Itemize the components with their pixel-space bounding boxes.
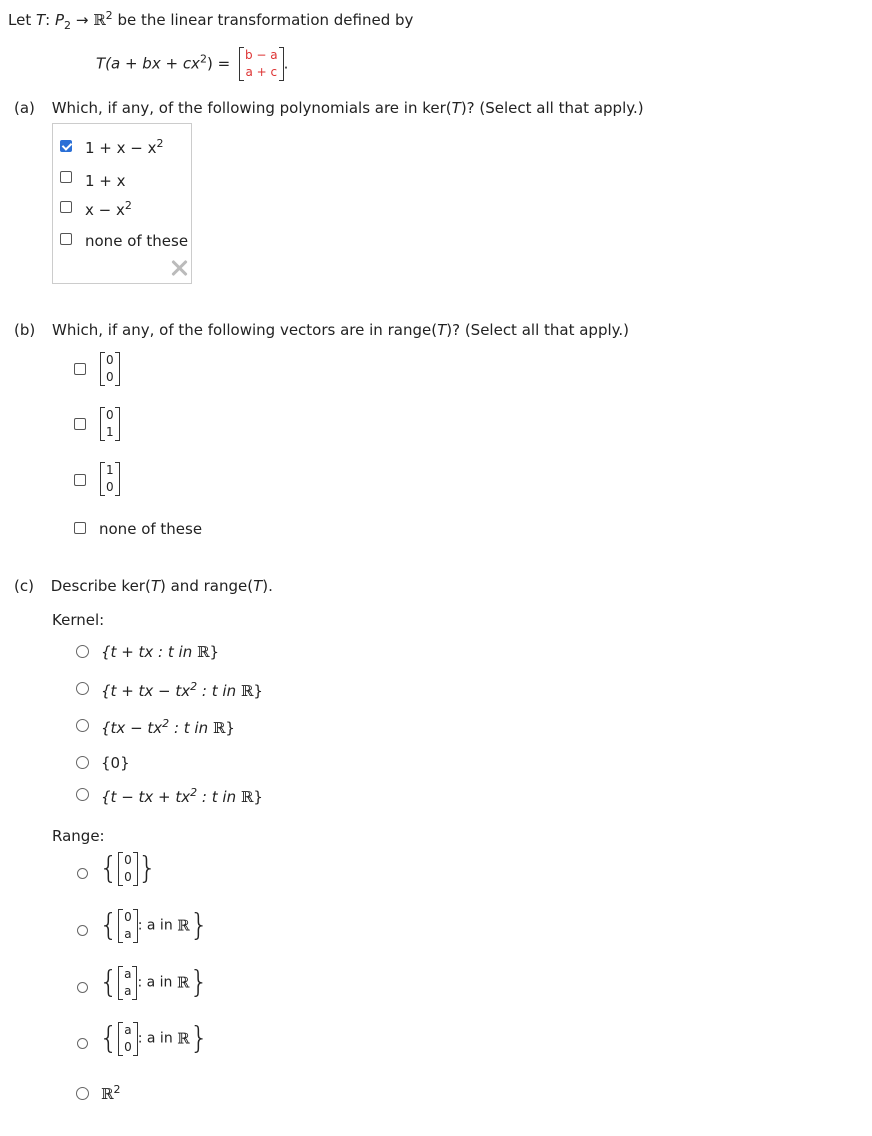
range-option-0-bottom: 0	[124, 869, 132, 884]
arrow-icon: →	[75, 11, 89, 29]
formula-top: b − a	[244, 48, 278, 62]
formula-period: .	[283, 54, 289, 73]
kernel-option-1-post: }	[253, 682, 263, 700]
formula	[96, 47, 288, 81]
range-option-2-R: ℝ	[176, 973, 190, 992]
range-option-3[interactable]	[99, 1021, 209, 1056]
intro-T: T	[35, 11, 46, 29]
range-option-2-top: a	[124, 966, 132, 981]
part-b-vector-2-bottom: 0	[106, 480, 114, 494]
formula-bottom: a + c	[245, 65, 278, 79]
part-a-option-1-text: 1 + x	[85, 172, 126, 190]
part-b-checkbox-none[interactable]	[74, 522, 86, 534]
range-option-3-bottom: 0	[124, 1039, 132, 1054]
kernel-radio-0[interactable]	[76, 645, 89, 658]
range-option-2-bottom: a	[124, 983, 132, 998]
part-b-label: (b)	[14, 321, 36, 339]
part-c-T1: T	[150, 577, 160, 595]
range-option-3-open: {	[99, 1021, 119, 1056]
kernel-option-2-post: }	[225, 719, 235, 737]
range-radio-4[interactable]	[76, 1087, 89, 1100]
incorrect-x-icon	[170, 259, 188, 277]
part-a-label: (a)	[14, 99, 35, 117]
part-b-question	[14, 321, 629, 339]
part-b-checkbox-0[interactable]	[74, 363, 86, 375]
range-option-0-close: }	[137, 851, 157, 886]
part-b-vector-2-top: 1	[106, 463, 114, 477]
part-a-pre: Which, if any, of the following polynomials are in ker(	[51, 99, 452, 117]
kernel-option-4-mid: : t in	[197, 788, 241, 806]
intro-text: be the linear transformation defined by	[117, 11, 414, 29]
kernel-option-0-post: }	[209, 643, 219, 661]
part-a-option-3[interactable]	[85, 232, 188, 250]
part-b-checkbox-1[interactable]	[74, 418, 86, 430]
range-option-3-top: a	[124, 1022, 132, 1037]
part-b-post: )? (Select all that apply.)	[446, 321, 629, 339]
part-a-option-0-text: 1 + x − x	[85, 139, 157, 157]
part-a-option-2-text: x − x	[85, 201, 125, 219]
kernel-option-0[interactable]	[101, 643, 219, 661]
part-c-question	[14, 577, 273, 595]
part-b-vector-0-top: 0	[106, 353, 114, 367]
formula-lhs: T(a + bx + cx	[96, 54, 200, 73]
kernel-radio-4[interactable]	[76, 788, 89, 801]
part-b-T: T	[437, 321, 447, 339]
part-a-checkbox-1[interactable]	[60, 171, 72, 183]
part-c-mid: ) and range(	[160, 577, 254, 595]
range-option-4-R: ℝ	[101, 1085, 114, 1103]
kernel-option-4-R: ℝ	[240, 788, 254, 806]
kernel-option-2-R: ℝ	[212, 719, 226, 737]
kernel-option-4-pre: {t − tx + tx	[101, 788, 191, 806]
range-option-1[interactable]	[99, 908, 209, 943]
intro-sup: 2	[105, 9, 113, 22]
intro-sub: 2	[64, 19, 72, 32]
part-b-vector-1[interactable]	[100, 407, 120, 441]
kernel-option-1[interactable]	[101, 680, 263, 700]
kernel-option-0-R: ℝ	[196, 643, 210, 661]
part-b-pre: Which, if any, of the following vectors are in range(	[52, 321, 438, 339]
part-a-post: )? (Select all that apply.)	[460, 99, 644, 117]
intro-R: ℝ	[93, 11, 106, 29]
kernel-option-4-post: }	[253, 788, 263, 806]
part-a-option-1[interactable]	[85, 172, 126, 190]
range-option-4[interactable]	[101, 1083, 120, 1103]
range-option-2-suffix: : a in	[137, 974, 177, 991]
kernel-option-2[interactable]	[101, 717, 235, 737]
part-a-checkbox-0[interactable]	[60, 140, 72, 152]
kernel-option-4-sup: 2	[190, 786, 198, 799]
range-radio-1[interactable]	[77, 925, 88, 936]
part-b-none-text: none of these	[99, 520, 203, 538]
kernel-option-1-pre: {t + tx − tx	[101, 682, 191, 700]
part-a-option-2[interactable]	[85, 199, 132, 219]
part-a-checkbox-2[interactable]	[60, 201, 72, 213]
kernel-option-1-sup: 2	[190, 680, 198, 693]
range-option-1-bottom: a	[124, 926, 132, 941]
part-a-option-0-sup: 2	[156, 137, 164, 150]
range-option-3-close: }	[189, 1021, 209, 1056]
range-option-1-suffix: : a in	[137, 917, 178, 934]
kernel-option-2-sup: 2	[162, 717, 170, 730]
kernel-option-4[interactable]	[101, 786, 263, 806]
part-b-checkbox-2[interactable]	[74, 474, 86, 486]
range-radio-0[interactable]	[77, 868, 88, 879]
range-option-1-R: ℝ	[177, 916, 190, 935]
range-option-3-R: ℝ	[177, 1029, 190, 1048]
formula-sup: 2	[199, 52, 207, 66]
kernel-option-2-mid: : t in	[169, 719, 213, 737]
part-a-T: T	[451, 99, 461, 117]
range-option-1-open: {	[99, 908, 119, 943]
kernel-option-1-mid: : t in	[197, 682, 241, 700]
range-option-1-close: }	[189, 908, 209, 943]
range-option-0-top: 0	[124, 852, 132, 867]
range-option-0[interactable]	[99, 851, 157, 886]
part-b-vector-1-bottom: 1	[106, 425, 114, 439]
range-option-3-suffix: : a in	[137, 1030, 178, 1047]
formula-rhs: ) =	[206, 54, 231, 73]
range-option-0-open: {	[99, 851, 119, 886]
part-b-vector-0[interactable]	[100, 352, 120, 386]
range-radio-2[interactable]	[77, 982, 88, 993]
part-a-checkbox-3[interactable]	[60, 233, 72, 245]
range-label: Range:	[52, 827, 105, 845]
intro-let: Let	[8, 11, 32, 29]
part-a-option-0[interactable]	[85, 137, 164, 157]
kernel-option-3-pre: {0}	[101, 754, 130, 772]
range-option-4-sup: 2	[113, 1083, 121, 1096]
intro-P: P	[55, 11, 65, 29]
part-b-vector-1-top: 0	[106, 408, 114, 422]
range-option-2-open: {	[99, 965, 119, 1000]
kernel-option-1-R: ℝ	[240, 682, 254, 700]
part-b-vector-2[interactable]	[100, 462, 120, 496]
kernel-option-0-pre: {t + tx : t in	[101, 643, 197, 661]
range-option-1-top: 0	[124, 909, 132, 924]
intro-line	[8, 9, 413, 32]
formula-matrix	[239, 47, 284, 81]
range-option-2-close: }	[189, 965, 209, 1000]
range-radio-3[interactable]	[77, 1038, 88, 1049]
range-option-2[interactable]	[99, 965, 208, 1000]
kernel-radio-2[interactable]	[76, 719, 89, 732]
part-c-T2: T	[253, 577, 263, 595]
part-a-option-2-sup: 2	[124, 199, 132, 212]
part-a-question	[14, 99, 644, 117]
part-b-vector-0-bottom: 0	[106, 370, 114, 384]
kernel-label: Kernel:	[52, 611, 105, 629]
part-c-label: (c)	[14, 577, 34, 595]
kernel-radio-3[interactable]	[76, 756, 89, 769]
part-c-post: ).	[262, 577, 273, 595]
kernel-radio-1[interactable]	[76, 682, 89, 695]
intro-colon: :	[45, 11, 51, 29]
kernel-option-3[interactable]	[101, 754, 130, 772]
part-c-pre: Describe ker(	[50, 577, 151, 595]
part-b-option-none[interactable]	[99, 520, 202, 538]
part-a-option-3-text: none of these	[85, 232, 189, 250]
kernel-option-2-pre: {tx − tx	[101, 719, 163, 737]
